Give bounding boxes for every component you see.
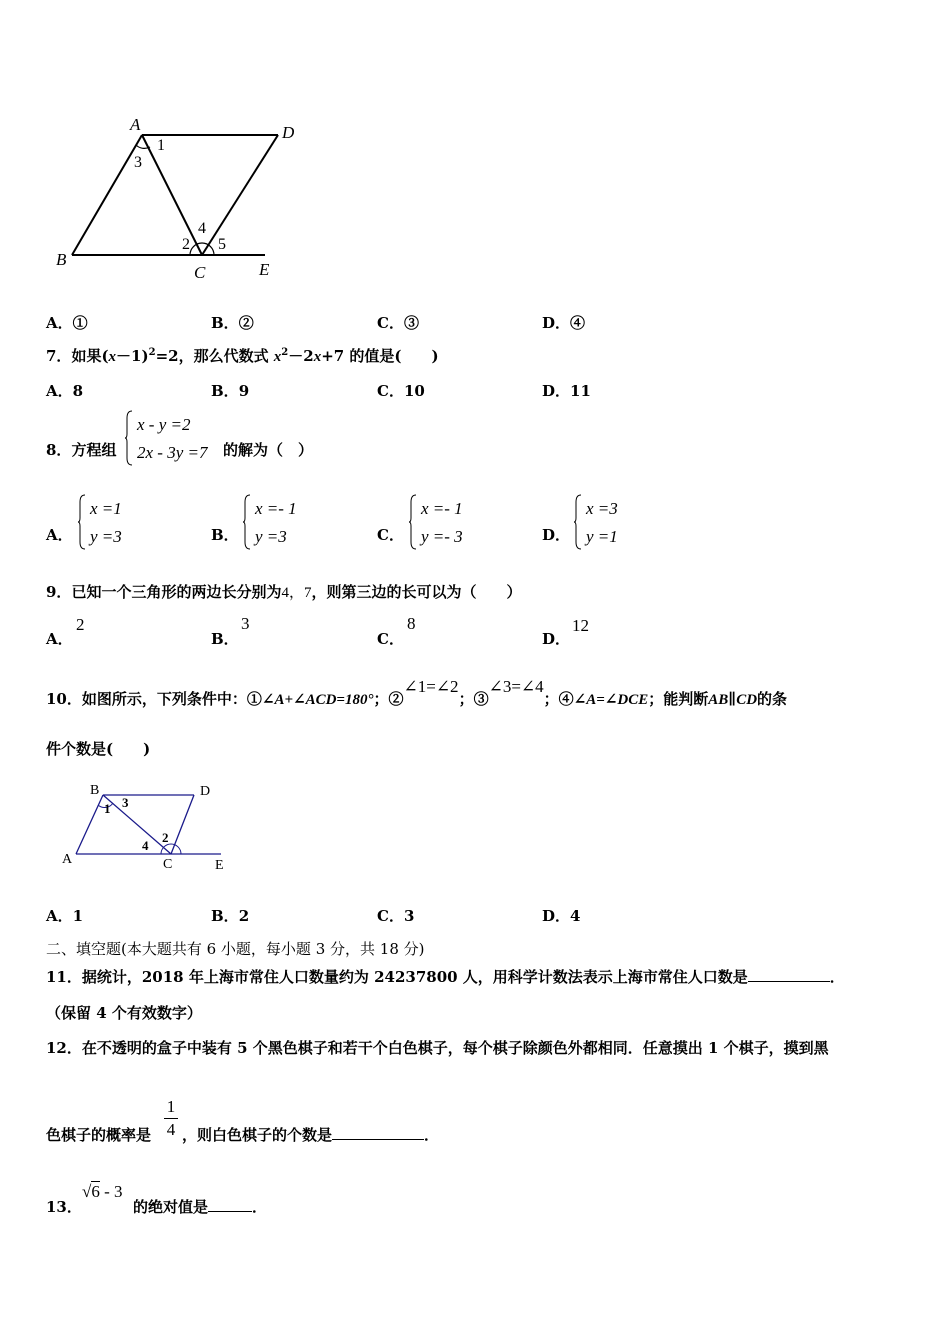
q9-option-d-value: 12 — [572, 616, 589, 635]
q7-option-c: C．10 — [377, 382, 425, 400]
q6-option-c: C．③ — [377, 314, 419, 332]
fig1-label-B: B — [56, 250, 67, 269]
q10-option-d: D．4 — [542, 907, 581, 925]
q7-option-a: A．8 — [46, 382, 84, 400]
fig1-label-C: C — [194, 263, 206, 282]
q11-answer-blank[interactable] — [748, 967, 830, 982]
q6-option-b: B．② — [211, 314, 254, 332]
fig2-label-B: B — [90, 783, 100, 798]
fig1-angle-4: 4 — [198, 220, 206, 237]
q12-fraction: 1 4 — [164, 1097, 178, 1140]
fig2-label-C: C — [163, 857, 173, 872]
q10-option-a: A．1 — [46, 907, 84, 925]
q7-option-b: B．9 — [211, 382, 250, 400]
fig2-label-A: A — [62, 852, 73, 867]
q12-answer-blank[interactable] — [332, 1125, 424, 1140]
fig1-angle-3: 3 — [134, 154, 142, 171]
section-2-title: 二、填空题(本大题共有 6 小题，每小题 3 分，共 18 分) — [46, 940, 425, 958]
q12-stem-line1: 12．在不透明的盒子中装有 5 个黑色棋子和若干个白色棋子，每个棋子除颜色外都相同．任意摸出 1 个棋子，摸到黑 — [46, 1039, 829, 1057]
fig1-label-D: D — [282, 123, 295, 142]
q8-option-c-letter: C． — [377, 526, 404, 544]
fig2-angle-1: 1 — [104, 801, 111, 816]
fig1-label-A: A — [130, 115, 141, 134]
fig1-label-E: E — [259, 260, 270, 279]
q9-option-a: A． — [46, 630, 73, 648]
q9-option-b-value: 3 — [241, 614, 250, 633]
q12-stem-line2-pre: 色棋子的概率是 — [46, 1126, 152, 1144]
q10-option-c: C．3 — [377, 907, 415, 925]
q12-stem-line2-post: ，则白色棋子的个数是 ． — [182, 1126, 440, 1144]
fig2-label-E: E — [215, 858, 224, 873]
fig2-angle-2: 2 — [162, 830, 169, 845]
q7-stem: 7．如果$(x-1)^2=2$，那么代数式 $x^2-2x+7$ 的值是( ) — [46, 347, 439, 365]
q6-option-d: D．④ — [542, 314, 586, 332]
q13-num: 13． — [46, 1198, 82, 1216]
q8-option-d-system: x =3 y =1 — [574, 494, 644, 552]
fig2-angle-4: 4 — [142, 838, 149, 853]
q8-option-d-letter: D． — [542, 526, 571, 544]
geometry-figure-2 — [58, 775, 238, 875]
q6-option-a: A．① — [46, 314, 88, 332]
q8-option-b-system: x =- 1 y =3 — [243, 494, 323, 552]
fig1-angle-2: 2 — [182, 236, 190, 253]
fig2-label-D: D — [200, 784, 211, 799]
q13-answer-blank[interactable] — [208, 1197, 252, 1212]
q11-stem: 11．据统计，2018 年上海市常住人口数量约为 24237800 人，用科学计数法表示上海市常住人口数是 ． — [46, 968, 845, 986]
q8-option-a-system: x =1 y =3 — [78, 494, 148, 552]
fig2-angle-3: 3 — [122, 795, 129, 810]
fig1-angle-1: 1 — [157, 137, 165, 154]
q13-stem-suffix: 的绝对值是 ． — [133, 1198, 268, 1216]
q8-option-b-letter: B． — [211, 526, 239, 544]
geometry-figure-1 — [50, 110, 310, 285]
q9-option-c-value: 8 — [407, 614, 416, 633]
fig1-angle-5: 5 — [218, 236, 226, 253]
q10-stem-line2: 件个数是( ) — [46, 740, 151, 758]
q9-option-a-value: 2 — [76, 615, 85, 634]
q8-system: x - y =2 2x - 3y =7 — [125, 410, 225, 468]
q8-option-c-system: x =- 1 y =- 3 — [409, 494, 489, 552]
q10-option-b: B．2 — [211, 907, 250, 925]
q13-expression: √6 - 3 — [82, 1182, 123, 1201]
q9-option-c: C． — [377, 630, 404, 648]
q8-stem-prefix: 8．方程组 — [46, 441, 117, 459]
q7-option-d: D．11 — [542, 382, 591, 400]
q8-option-a-letter: A． — [46, 526, 73, 544]
q9-stem: 9．已知一个三角形的两边长分别为4，7，则第三边的长可以为（ ） — [46, 583, 522, 601]
sqrt-icon: √ — [82, 1182, 92, 1201]
q9-option-b: B． — [211, 630, 239, 648]
q11-note: （保留 4 个有效数字） — [46, 1004, 202, 1022]
q8-stem-suffix: 的解为（ ） — [223, 441, 314, 459]
q10-stem-line1: 10．如图所示，下列条件中：①∠A+∠ACD=180°；②∠1=∠2；③∠3=∠4；④∠A=∠DCE；能判断AB∥CD的条 — [46, 677, 788, 708]
q9-option-d: D． — [542, 630, 571, 648]
